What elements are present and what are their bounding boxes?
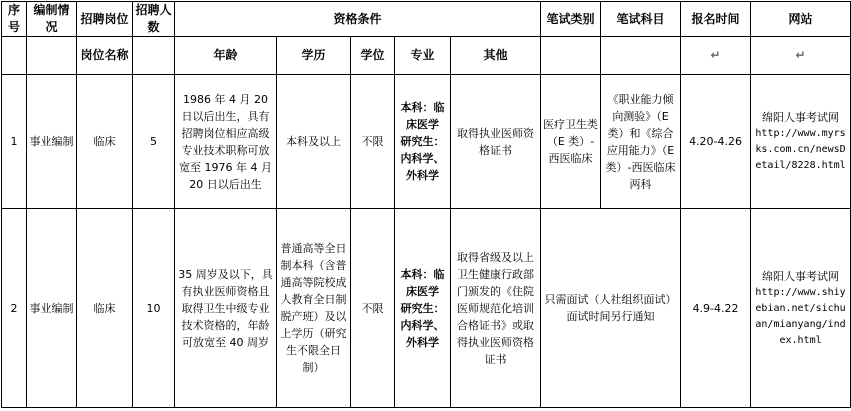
header-website: 网站 xyxy=(751,2,851,37)
row-age: 35 周岁及以下，具有执业医师资格且取得卫生中级专业技术资格的，年龄可放宽至 40 周岁 xyxy=(175,209,277,408)
header-register-time: 报名时间 xyxy=(681,2,751,37)
header-position: 招聘岗位 xyxy=(77,2,133,37)
header-qualifications: 资格条件 xyxy=(175,2,541,37)
row-register-time: 4.20-4.26 xyxy=(681,75,751,209)
header-staffing: 编制情况 xyxy=(27,2,77,37)
subheader-empty xyxy=(2,37,27,75)
row-major-undergrad: 本科：临床医学 xyxy=(400,267,445,298)
subheader-empty xyxy=(541,37,601,75)
row-staffing: 事业编制 xyxy=(27,75,77,209)
row-position: 临床 xyxy=(77,75,133,209)
recruitment-table xyxy=(1,1,851,408)
row-major-graduate: 研究生：内科学、外科学 xyxy=(400,301,445,349)
subheader-empty xyxy=(133,37,175,75)
subheader-other: 其他 xyxy=(451,37,541,75)
website-link[interactable]: http://www.myrsks.com.cn/newsDetail/8228.html xyxy=(755,128,846,171)
row-other: 取得省级及以上卫生健康行政部门颁发的《住院医师规范化培训合格证书》或取得执业医师资格证书 xyxy=(451,209,541,408)
row-seq: 1 xyxy=(2,75,27,209)
row-degree: 不限 xyxy=(351,75,395,209)
website-link[interactable]: http://www.shiyebian.net/sichuan/mianyang/index.html xyxy=(755,286,846,346)
row-position: 临床 xyxy=(77,209,133,408)
header-exam-subject: 笔试科目 xyxy=(601,2,681,37)
row-other: 取得执业医师资格证书 xyxy=(451,75,541,209)
table-row xyxy=(2,209,851,408)
row-major xyxy=(395,209,451,408)
website-name: 绵阳人事考试网 xyxy=(762,269,840,283)
table-row xyxy=(2,75,851,209)
row-staffing: 事业编制 xyxy=(27,209,77,408)
row-education: 本科及以上 xyxy=(277,75,351,209)
subheader-major: 专业 xyxy=(395,37,451,75)
subheader-row xyxy=(2,37,851,75)
row-degree: 不限 xyxy=(351,209,395,408)
subheader-education: 学历 xyxy=(277,37,351,75)
header-seq: 序号 xyxy=(2,2,27,37)
subheader-empty xyxy=(27,37,77,75)
website-name: 绵阳人事考试网 xyxy=(762,111,840,124)
subheader-position-name: 岗位名称 xyxy=(77,37,133,75)
header-count: 招聘人数 xyxy=(133,2,175,37)
row-age: 1986 年 4 月 20 日以后出生，具有招聘岗位相应高级专业技术职称可放宽至 1976 年 4 月 20 日以后出生 xyxy=(175,75,277,209)
header-exam-category: 笔试类别 xyxy=(541,2,601,37)
row-website xyxy=(751,75,851,209)
row-register-time: 4.9-4.22 xyxy=(681,209,751,408)
row-count: 5 xyxy=(133,75,175,209)
row-website xyxy=(751,209,851,408)
row-count: 10 xyxy=(133,209,175,408)
row-major-graduate: 研究生：内科学、外科学 xyxy=(400,135,445,182)
subheader-degree: 学位 xyxy=(351,37,395,75)
row-exam-subject: 《职业能力倾向测验》（E 类）和《综合应用能力》（E 类）-西医临床两科 xyxy=(601,75,681,209)
row-major xyxy=(395,75,451,209)
row-seq: 2 xyxy=(2,209,27,408)
row-exam-note: 只需面试（人社组织面试）面试时间另行通知 xyxy=(541,209,681,408)
subheader-website-mark: ↵ xyxy=(751,37,851,75)
subheader-register-mark: ↵ xyxy=(681,37,751,75)
subheader-age: 年龄 xyxy=(175,37,277,75)
header-row xyxy=(2,2,851,37)
row-major-undergrad: 本科：临床医学 xyxy=(400,101,445,131)
row-education: 普通高等全日制本科（含普通高等院校成人教育全日制脱产班）及以上学历（研究生不限全日制） xyxy=(277,209,351,408)
subheader-empty xyxy=(601,37,681,75)
row-exam-category: 医疗卫生类（E 类）-西医临床 xyxy=(541,75,601,209)
